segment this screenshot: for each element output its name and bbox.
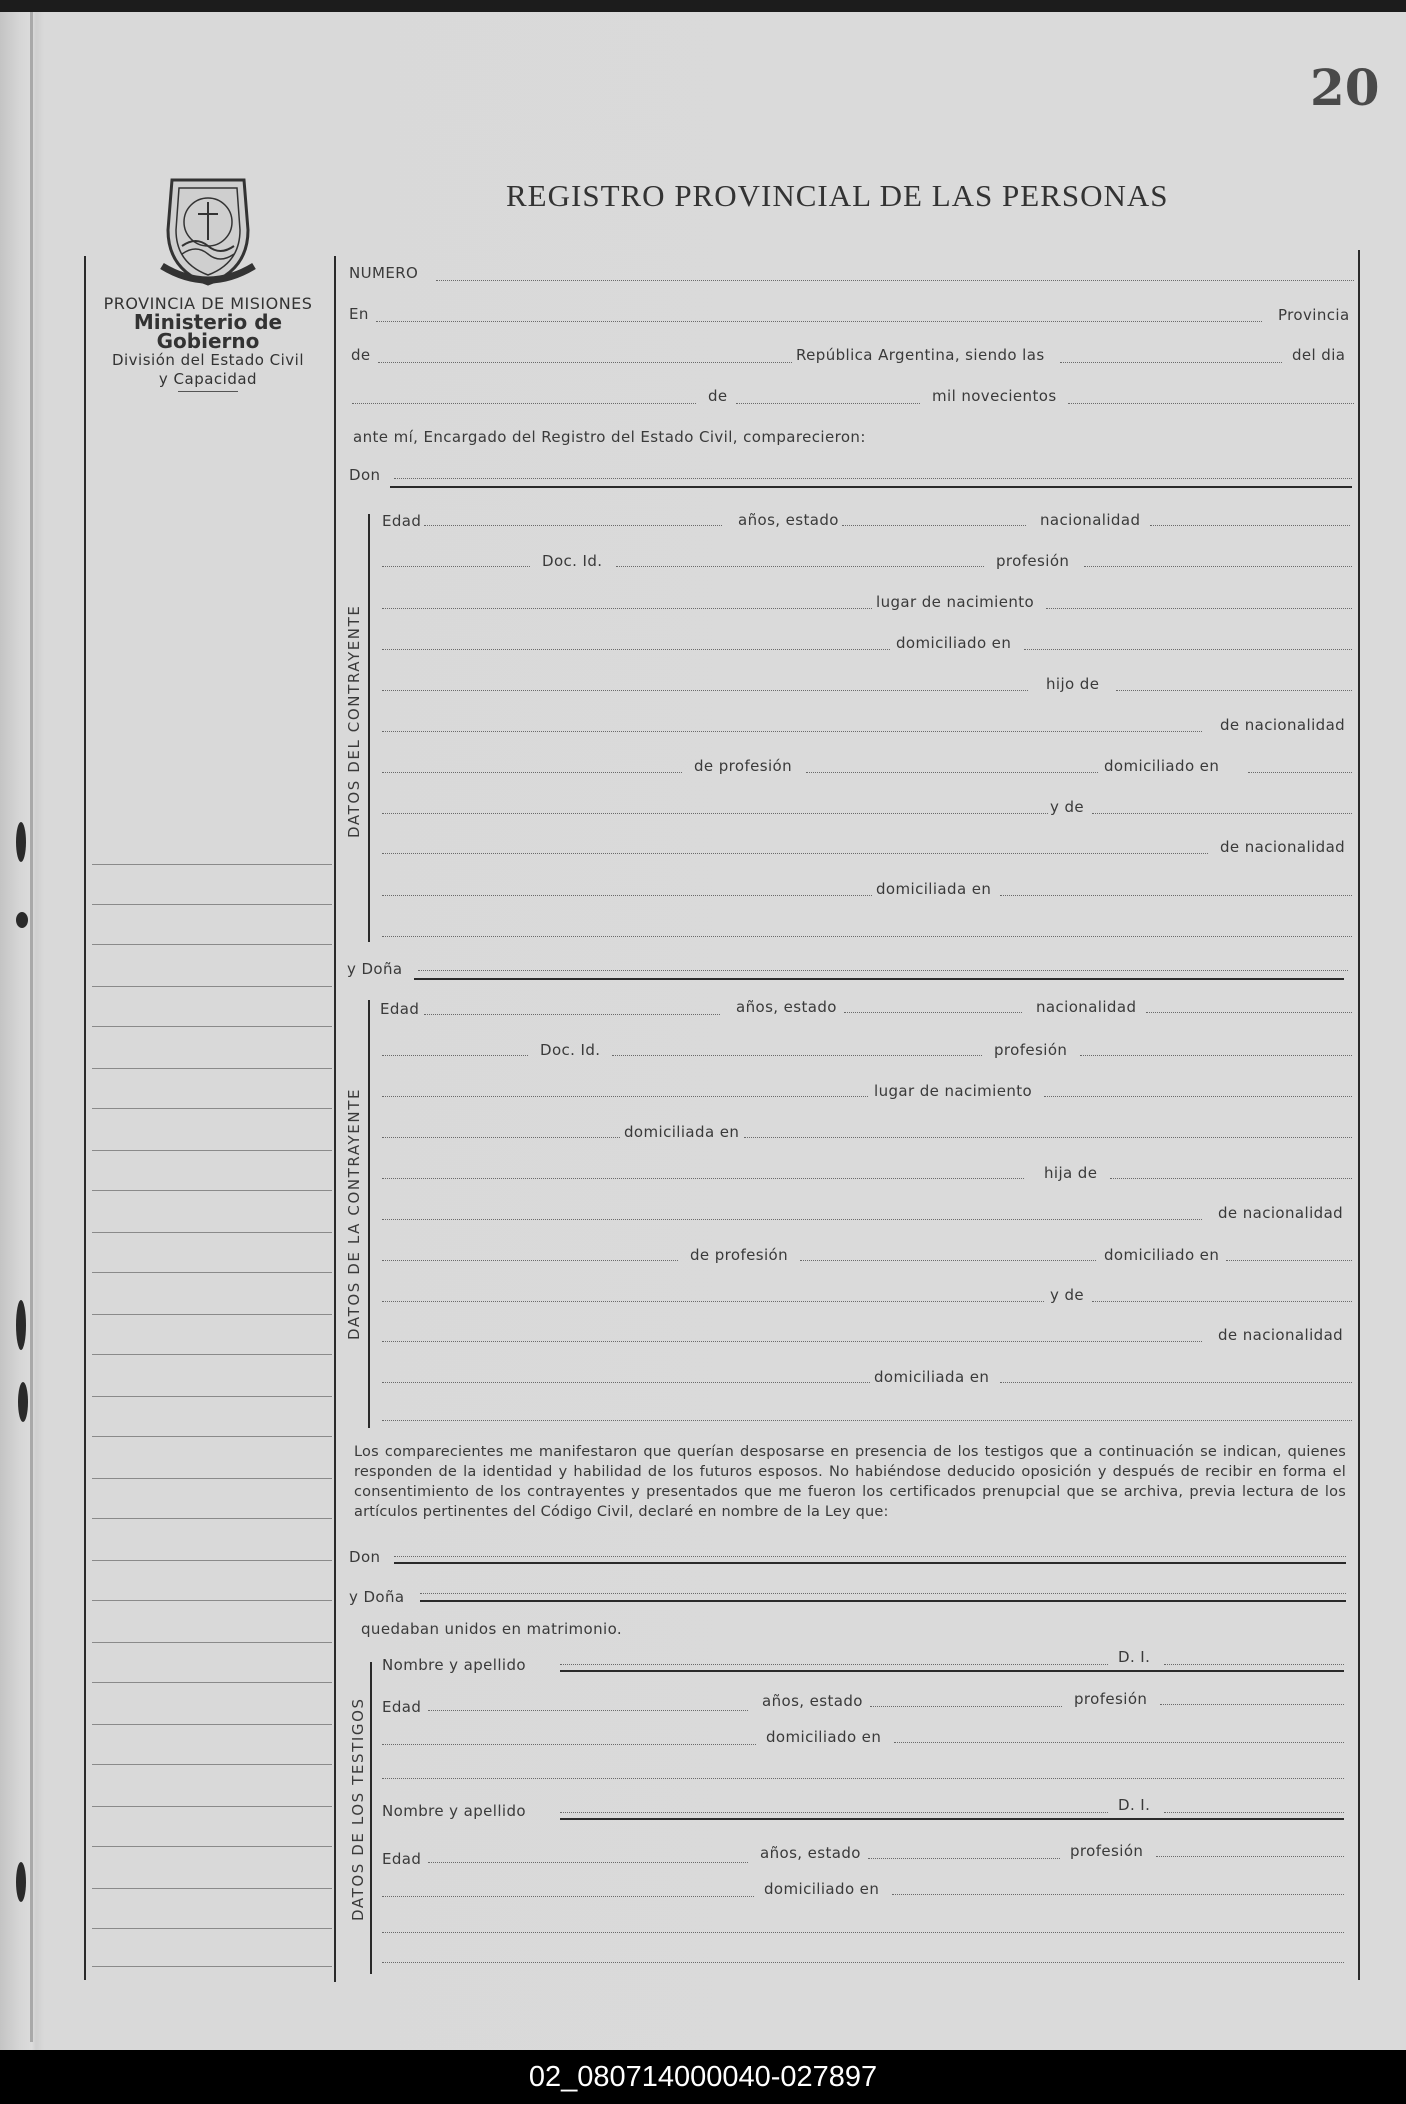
label-de-profesion-f: de profesión [690, 1246, 789, 1264]
scan-top-edge [0, 0, 1406, 12]
field-pre-hijo[interactable] [382, 690, 1028, 691]
field-edad-t2[interactable] [428, 1862, 748, 1863]
label-de: de [351, 346, 371, 364]
label-edad-t2: Edad [382, 1850, 422, 1868]
label-domiciliada-en-2-f: domiciliada en [874, 1368, 990, 1386]
label-de-nacionalidad-1-f: de nacionalidad [1218, 1204, 1344, 1222]
label-provincia: Provincia [1278, 306, 1350, 324]
field-edad-t1[interactable] [428, 1710, 748, 1711]
label-nacionalidad-f: nacionalidad [1036, 998, 1137, 1016]
field-nombre-t1[interactable] [560, 1664, 1108, 1665]
left-margin-border [84, 256, 86, 1980]
label-numero: NUMERO [349, 264, 419, 282]
field-edad[interactable] [424, 525, 722, 526]
label-de-nacionalidad-1: de nacionalidad [1220, 716, 1346, 734]
label-y-dona: y Doña [347, 960, 403, 978]
label-quedaban: quedaban unidos en matrimonio. [361, 1620, 623, 1638]
binding-mark [18, 1382, 28, 1422]
field-hijo-de[interactable] [1116, 690, 1352, 691]
field-pre-profesion-f[interactable] [382, 1260, 678, 1261]
field-dona-2[interactable] [420, 1593, 1346, 1594]
agency-division: División del Estado Civil [111, 351, 305, 369]
field-don-2[interactable] [394, 1556, 1346, 1557]
page-title: REGISTRO PROVINCIAL DE LAS PERSONAS [506, 178, 1169, 213]
field-profesion[interactable] [1084, 566, 1352, 567]
binding-mark [16, 1300, 26, 1350]
field-estado[interactable] [842, 525, 1026, 526]
field-y-de-f[interactable] [1092, 1301, 1352, 1302]
field-madre[interactable] [382, 853, 1208, 854]
label-edad: Edad [382, 512, 422, 530]
field-profesion-f[interactable] [1080, 1055, 1352, 1056]
field-de[interactable] [378, 362, 792, 363]
field-hora[interactable] [1060, 362, 1282, 363]
label-hijo-de: hijo de [1046, 675, 1100, 693]
contrayenta-side-label: DATOS DE LA CONTRAYENTE [345, 1087, 363, 1340]
label-domiciliado-en-2: domiciliado en [1104, 757, 1220, 775]
field-pre-lugar-f[interactable] [382, 1096, 868, 1097]
field-extra-t2[interactable] [382, 1932, 1344, 1933]
field-pre-profesion[interactable] [382, 772, 682, 773]
field-estado-t2[interactable] [868, 1858, 1060, 1859]
label-ante-mi: ante mí, Encargado del Registro del Estado Civil, comparecieron: [353, 428, 866, 446]
field-nacionalidad[interactable] [1150, 525, 1350, 526]
label-profesion-t2: profesión [1070, 1842, 1144, 1860]
field-pre-domiciliada[interactable] [382, 895, 872, 896]
field-hija-de[interactable] [1110, 1178, 1352, 1179]
label-hija-de: hija de [1044, 1164, 1098, 1182]
page-fold [30, 12, 33, 2042]
label-y-dona-2: y Doña [349, 1588, 405, 1606]
agency-province: PROVINCIA DE MISIONES [103, 294, 313, 313]
label-y-de: y de [1050, 798, 1084, 816]
contrayenta-section-border [368, 1000, 370, 1428]
agency-rule [178, 391, 238, 392]
label-don-2: Don [349, 1548, 381, 1566]
field-pre-y-de[interactable] [382, 813, 1048, 814]
rule-nombre-t1 [560, 1670, 1344, 1672]
field-lugar-nacimiento[interactable] [1046, 608, 1352, 609]
field-profesion-t1[interactable] [1160, 1704, 1344, 1705]
label-anos-estado-t1: años, estado [762, 1692, 863, 1710]
field-domiciliado-en-t1[interactable] [894, 1742, 1344, 1743]
label-anos-estado-f: años, estado [736, 998, 837, 1016]
testigos-section-border [370, 1662, 372, 1974]
field-domiciliado-padre[interactable] [1248, 772, 1352, 773]
field-pre-domiciliada-f[interactable] [382, 1137, 620, 1138]
agency-division-2: y Capacidad [158, 370, 258, 388]
field-dia[interactable] [352, 403, 696, 404]
label-del-dia: del dia [1292, 346, 1346, 364]
field-y-de[interactable] [1092, 813, 1352, 814]
label-de-nacionalidad-2: de nacionalidad [1220, 838, 1346, 856]
field-domiciliado-padre-f[interactable] [1226, 1260, 1352, 1261]
binding-mark [16, 822, 26, 862]
label-anos-estado-t2: años, estado [760, 1844, 861, 1862]
provincial-seal-icon [152, 170, 264, 288]
label-domiciliada-en: domiciliada en [876, 880, 992, 898]
label-profesion-f: profesión [994, 1041, 1068, 1059]
field-mes[interactable] [736, 403, 920, 404]
field-estado-t1[interactable] [870, 1706, 1062, 1707]
label-en: En [349, 305, 369, 323]
label-lugar-nacimiento: lugar de nacimiento [876, 593, 1035, 611]
field-extra-line[interactable] [382, 936, 1352, 937]
field-extra-t1[interactable] [382, 1778, 1344, 1779]
field-nacionalidad-f[interactable] [1146, 1012, 1352, 1013]
label-domiciliado-en-t1: domiciliado en [766, 1728, 882, 1746]
declaration-text: Los comparecientes me manifestaron que querían desposarse en presencia de los testigos que a continuación se indican, quienes responden de la identidad y habilidad de los futuros esposos. No habiéndose deducido oposición y después de recibir en forma el consentimiento de los contrayentes y presentados que me fueron los certificados prenupcial que se archiva, previa lectura de los artículos pertinentes del Código Civil, declaré en nombre de la Ley que: [354, 1444, 1346, 1520]
label-de-mes: de [708, 387, 728, 405]
binding-mark [16, 1862, 26, 1902]
label-doc-id: Doc. Id. [542, 552, 603, 570]
label-domiciliado-en-f: domiciliado en [1104, 1246, 1220, 1264]
field-pre-domicilio-t2[interactable] [382, 1896, 754, 1897]
label-y-de-f: y de [1050, 1286, 1084, 1304]
contrayente-section-border [368, 514, 370, 942]
page-number: 20 [1310, 58, 1380, 117]
contrayente-side-label: DATOS DEL CONTRAYENTE [345, 604, 363, 838]
label-lugar-nacimiento-f: lugar de nacimiento [874, 1082, 1033, 1100]
field-domiciliada-en[interactable] [1000, 895, 1352, 896]
field-edad-f[interactable] [424, 1014, 720, 1015]
field-domiciliado-en-t2[interactable] [892, 1894, 1344, 1895]
field-doc-pre[interactable] [382, 566, 530, 567]
field-madre-f[interactable] [382, 1341, 1202, 1342]
field-pre-domicilio[interactable] [382, 649, 890, 650]
field-dona[interactable] [418, 970, 1348, 971]
label-de-nacionalidad-2-f: de nacionalidad [1218, 1326, 1344, 1344]
field-domiciliado-en[interactable] [1024, 649, 1352, 650]
field-doc-pre-f[interactable] [382, 1055, 528, 1056]
field-don[interactable] [394, 478, 1352, 479]
label-domiciliado-en: domiciliado en [896, 634, 1012, 652]
agency-ministry: Ministerio de Gobierno [133, 310, 283, 353]
label-mil-novecientos: mil novecientos [932, 387, 1057, 405]
label-doc-id-f: Doc. Id. [540, 1041, 601, 1059]
rule-don-2 [394, 1562, 1346, 1564]
field-pre-lugar[interactable] [382, 608, 872, 609]
field-padre[interactable] [382, 731, 1202, 732]
field-estado-f[interactable] [844, 1012, 1022, 1013]
field-en[interactable] [376, 321, 1262, 322]
rule-nombre-t2 [560, 1818, 1344, 1820]
right-border [1358, 250, 1360, 1980]
rule-dona [414, 978, 1344, 980]
label-nombre-t1: Nombre y apellido [382, 1656, 526, 1674]
field-doc-id-f[interactable] [612, 1055, 982, 1056]
scan-identifier: 02_080714000040-027897 [0, 2050, 1406, 2104]
field-di-t1[interactable] [1164, 1664, 1344, 1665]
field-nombre-t2[interactable] [560, 1812, 1108, 1813]
field-profesion-t2[interactable] [1156, 1856, 1344, 1857]
field-domiciliada-en-2-f[interactable] [1000, 1382, 1352, 1383]
field-pre-y-de-f[interactable] [382, 1301, 1044, 1302]
label-don: Don [349, 466, 381, 484]
label-edad-t1: Edad [382, 1698, 422, 1716]
field-numero[interactable] [436, 280, 1354, 281]
label-nacionalidad: nacionalidad [1040, 511, 1141, 529]
rule-dona-2 [420, 1600, 1346, 1602]
label-di-t2: D. I. [1118, 1796, 1151, 1814]
label-nombre-t2: Nombre y apellido [382, 1802, 526, 1820]
field-di-t2[interactable] [1164, 1812, 1344, 1813]
field-anio[interactable] [1068, 403, 1354, 404]
field-pre-domiciliada-2-f[interactable] [382, 1382, 870, 1383]
label-de-profesion: de profesión [694, 757, 793, 775]
field-domiciliada-en-f[interactable] [744, 1137, 1352, 1138]
label-domiciliado-en-t2: domiciliado en [764, 1880, 880, 1898]
label-anos-estado: años, estado [738, 511, 839, 529]
field-extra-t2b[interactable] [382, 1962, 1344, 1963]
label-profesion-t1: profesión [1074, 1690, 1148, 1708]
field-pre-domicilio-t1[interactable] [382, 1744, 756, 1745]
issuing-agency [84, 294, 332, 392]
label-republica: República Argentina, siendo las [796, 346, 1045, 364]
testigos-side-label: DATOS DE LOS TESTIGOS [349, 1697, 367, 1921]
field-profesion-padre-f[interactable] [800, 1260, 1096, 1261]
label-edad-f: Edad [380, 1000, 420, 1018]
field-padre-f[interactable] [382, 1219, 1202, 1220]
field-lugar-nacimiento-f[interactable] [1044, 1096, 1352, 1097]
label-di-t1: D. I. [1118, 1648, 1151, 1666]
label-domiciliada-en-f: domiciliada en [624, 1123, 740, 1141]
label-profesion: profesión [996, 552, 1070, 570]
field-profesion-padre[interactable] [806, 772, 1098, 773]
field-doc-id[interactable] [616, 566, 984, 567]
left-column-border [334, 256, 336, 1982]
binding-mark [16, 912, 28, 928]
field-pre-hija-f[interactable] [382, 1178, 1024, 1179]
rule-don [390, 486, 1352, 488]
field-extra-line-f[interactable] [382, 1420, 1352, 1421]
